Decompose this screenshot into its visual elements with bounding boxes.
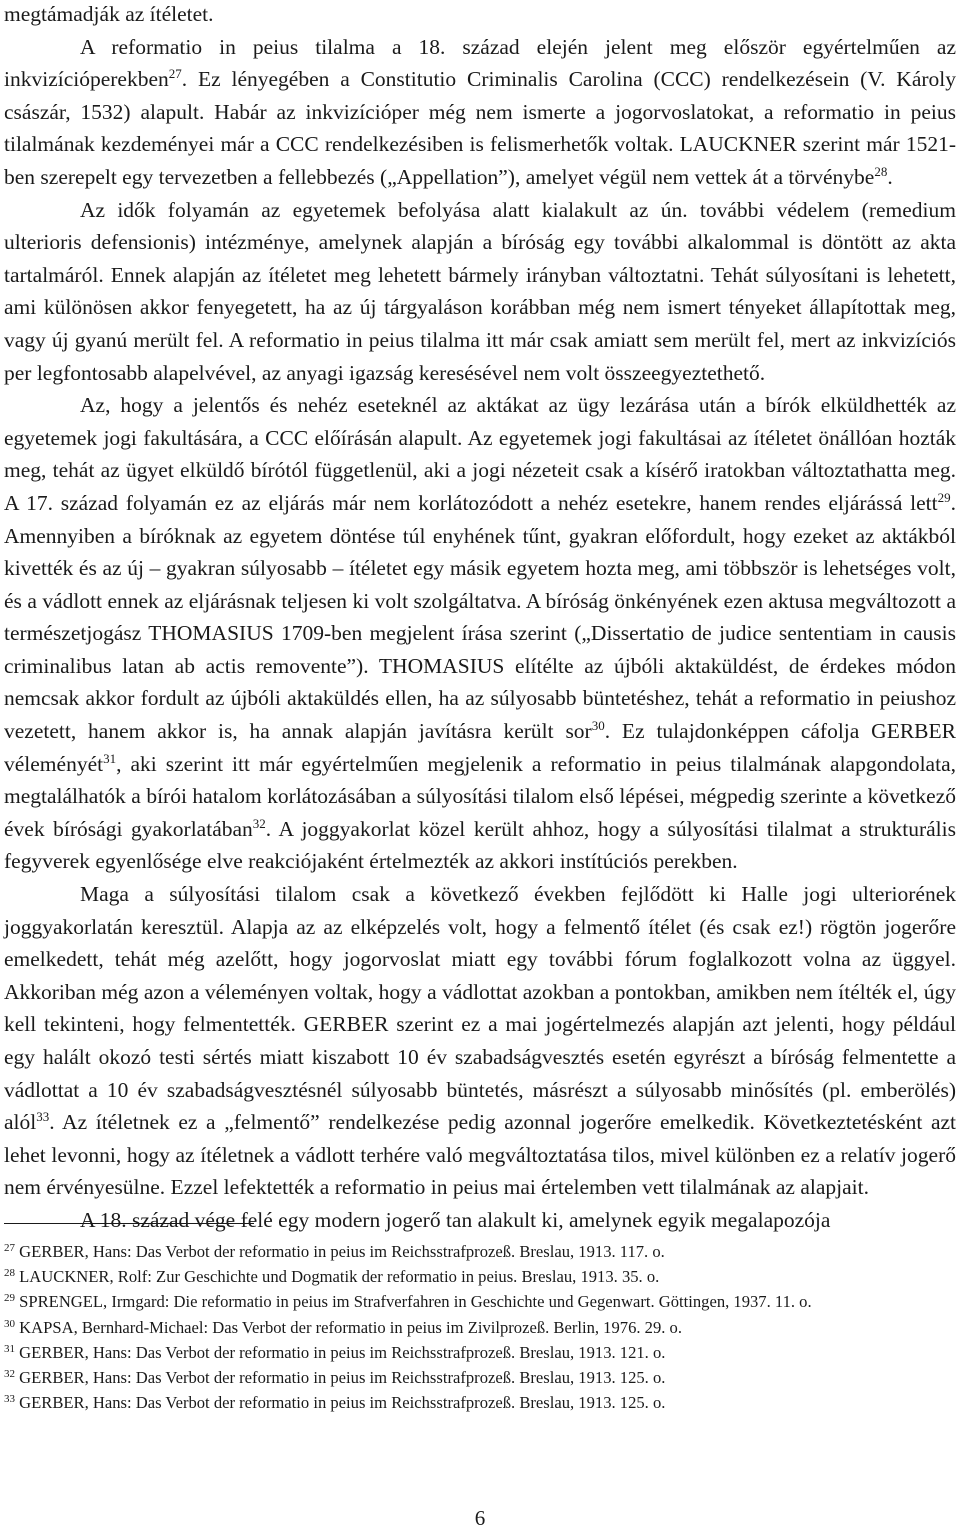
- paragraph: [4, 878, 956, 1204]
- footnote-text: GERBER, Hans: Das Verbot der reformatio in peius im Reichsstrafprozeß. Breslau, 1913. 125. o.: [19, 1393, 666, 1413]
- footnote: [4, 1390, 956, 1415]
- footnote-reference: 32: [252, 815, 266, 831]
- paragraph-text: . Ez tulajdonképpen cáfolja GERBER véleményét: [4, 719, 956, 776]
- footnote: [4, 1340, 956, 1365]
- footnote-reference: 31: [103, 750, 117, 766]
- paragraph: [4, 194, 956, 390]
- footnote-reference: 29: [937, 489, 951, 505]
- paragraph-text: A 18. század vége felé egy modern jogerő tan alakult ki, amelynek egyik megalapozója: [80, 1207, 831, 1232]
- paragraph-text: . Amennyiben a bíróknak az egyetem döntése túl enyhének tűnt, gyakran előfordult, hogy ezeket az aktákból kivették és az új – gyakran súlyosabb – ítéletet egy másik egyetem hozta meg, ami többször is lehetséges volt, és a vádlott ennek az eljárásnak teljesen ki volt szolgáltatva. A bíróság önkényének ezen aktusa megváltozott a természetjogász THOMASIUS 1709-ben megjelent írása szerint („Dissertatio de judice sententiam in causis criminalibus latan ab actis removente”). THOMASIUS elítélte az újbóli aktaküldést, de érdekes módon nemcsak akkor fordult az újbóli aktaküldés ellen, ha az súlyosabb büntetéshez, tehát a reformatio in peiushoz vezetett, hanem akkor is, ha annak alapján javításra került sor: [4, 490, 956, 744]
- paragraph-text: Maga a súlyosítási tilalom csak a következő években fejlődött ki Halle jogi ulteriorének joggyakorlatán keresztül. Alapja az az elképzelés volt, hogy a felmentő ítélet (és csak ez!) rögtön jogerőre emelkedett, tehát még azelőtt, hogy jogorvoslat miatt egy további fórum foglalkozott volna az üggyel. Akkoriban még azon a véleményen voltak, hogy a vádlottat azokban a pontokban, amikben nem ítélték el, úgy kell tekinteni, hogy felmentették. GERBER szerint ez a mai jogértelmezés alapján azt jelenti, hogy például egy halált okozó testi sértés miatt kiszabott 10 év szabadságvesztés esetén egyrészt a bíróság felmentette a vádlottat a 10 év szabadságvesztésnél súlyosabb büntetés, másrészt a súlyosabb minősítés (pl. emberölés) alól: [4, 882, 956, 1135]
- footnote: [4, 1365, 956, 1390]
- footnote-number: 33: [4, 1393, 15, 1406]
- footnotes: [4, 1239, 956, 1415]
- footnote-text: LAUCKNER, Rolf: Zur Geschichte und Dogmatik der reformatio in peius. Breslau, 1913. 35. o.: [19, 1267, 660, 1287]
- paragraph: [4, 0, 956, 31]
- footnote-number: 31: [4, 1342, 15, 1355]
- footnote-number: 29: [4, 1292, 15, 1305]
- paragraph-text: Az idők folyamán az egyetemek befolyása alatt kialakult az ún. további védelem (remedium ulterioris defensionis) intézménye, amelynek alapján a bíróság egy további alkalommal is döntött az akta tartalmáról. Ennek alapján az ítéletet meg lehetett bármely irányban változtatni. Tehát súlyosítani is lehetett, ami különösen akkor fenyegetett, ha az új tárgyaláson korábban még nem ismert tényeket állapítottak meg, vagy új gyanú merült fel. A reformatio in peius tilalma itt már csak amiatt sem merült fel, mert az inkvizíciós per legfontosabb alapelvével, az anyagi igazság keresésével nem volt összeegyeztethető.: [4, 197, 956, 385]
- paragraph-text: megtámadják az ítéletet.: [4, 2, 214, 26]
- paragraph: [4, 389, 956, 878]
- footnote: [4, 1315, 956, 1340]
- paragraph-text: . A joggyakorlat közel került ahhoz, hogy a súlyosítási tilalmat a strukturális fegyverek egyenlősége elve reakciójaként értelmezték az akkori instítúciós perekben.: [4, 816, 956, 874]
- footnote-number: 27: [4, 1242, 15, 1254]
- footnote-text: GERBER, Hans: Das Verbot der reformatio in peius im Reichsstrafprozeß. Breslau, 1913. 117. o.: [19, 1242, 665, 1261]
- paragraph-text: . Az ítéletnek ez a „felmentő” rendelkezése pedig azonnal jogerőre emelkedik. Következtetésként azt lehet levonni, hogy az ítéletnek a vádlott terhére való megváltoztatása tilos, mivel különben ez a relatív jogerő nem érvényesülne. Ezzel lefektették a reformatio in peius mai értelemben vett tilalmának az alapjait.: [4, 1110, 956, 1200]
- paragraph-text: , aki szerint itt már egyértelműen megjelenik a reformatio in peius tilalmának alapgondolata, megtalálhatók a bírói hatalom korlátozásában a súlyosítási tilalom első lépései, mégpedig szerinte a következő évek bírósági gyakorlatában: [4, 751, 956, 841]
- footnote-reference: 33: [36, 1109, 50, 1125]
- paragraph-text: . Ez lényegében a Constitutio Criminalis Carolina (CCC) rendelkezésein (V. Károly császár, 1532) alapult. Habár az inkvizícióper még nem ismerte a jogorvoslatokat, a reformatio in peius tilalmának kezdeményei már a CCC rendelkezésiben is felismerhetők voltak. LAUCKNER szerint már 1521-ben szerepelt egy tervezetben a fellebbezés („Appellation”), amelyet végül nem vettek át a törvénybe: [4, 67, 956, 189]
- footnote: [4, 1264, 956, 1289]
- paragraph-text: .: [887, 164, 893, 189]
- footnote-text: GERBER, Hans: Das Verbot der reformatio in peius im Reichsstrafprozeß. Breslau, 1913. 125. o.: [19, 1368, 666, 1388]
- body-text: [4, 0, 956, 1237]
- page-number: 6: [474, 1506, 486, 1530]
- paragraph: [4, 31, 956, 194]
- footnote: [4, 1239, 956, 1264]
- paragraph-text: A reformatio in peius tilalma a 18. század elején jelent meg először egyértelműen az inkvizícióperekben: [4, 34, 956, 92]
- footnote-reference: 28: [874, 163, 888, 179]
- footnote-text: GERBER, Hans: Das Verbot der reformatio in peius im Reichsstrafprozeß. Breslau, 1913. 121. o.: [19, 1342, 666, 1362]
- paragraph-text: Az, hogy a jelentős és nehéz eseteknél az aktákat az ügy lezárása után a bírók elküldhették az egyetemek jogi fakultására, a CCC előírásán alapult. Az egyetemek jogi fakultásai az ítéletet önállóan hozták meg, tehát az ügyet elküldő bírótól függetlenül, aki a jogi nézeteit csak a kísérő iratokban változtathatta meg. A 17. század folyamán ez az eljárás már nem korlátozódott a nehéz esetekre, hanem rendes eljárássá lett: [4, 393, 956, 515]
- footnote-number: 30: [4, 1317, 15, 1330]
- footnote-reference: 30: [591, 718, 605, 734]
- footnote: [4, 1289, 956, 1314]
- paragraph: [4, 1204, 956, 1237]
- footnote-text: KAPSA, Bernhard-Michael: Das Verbot der reformatio in peius im Zivilprozeß. Berlin, 1976. 29. o.: [19, 1317, 683, 1337]
- footnote-number: 28: [4, 1267, 15, 1280]
- footnote-text: SPRENGEL, Irmgard: Die reformatio in peius im Strafverfahren in Geschichte und Gegenwart. Göttingen, 1937. 11. o.: [19, 1292, 812, 1312]
- footnote-number: 32: [4, 1368, 15, 1381]
- footnote-separator: [4, 1223, 254, 1224]
- footnote-reference: 27: [168, 66, 182, 82]
